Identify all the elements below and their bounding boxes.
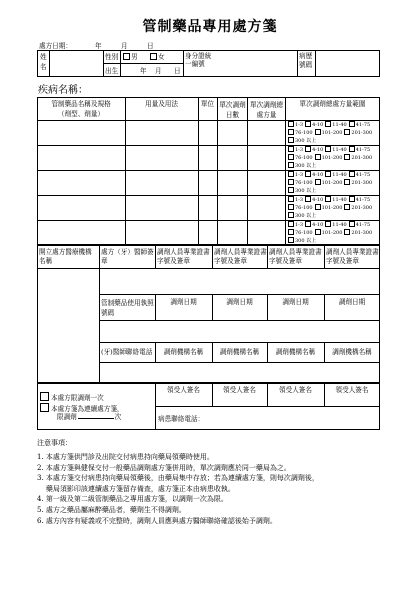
date-year: 年 bbox=[95, 42, 102, 50]
dose-range-option[interactable]: 4-10 bbox=[305, 147, 323, 153]
id-label: 身分證統一編號 bbox=[185, 52, 212, 68]
license-label: 管制藥品使用執照號碼 bbox=[101, 299, 154, 317]
birth-year: 年 bbox=[140, 67, 147, 75]
note-item: 3. 本處方箋交付病患持向藥局領藥後，由藥局集中存放；若為連續處方箋，則每次調劑後， bbox=[37, 474, 319, 483]
receiver-sign-1: 領受人簽名 bbox=[167, 386, 200, 394]
dose-range-options bbox=[288, 171, 374, 195]
dose-range-checkbox[interactable] bbox=[288, 204, 294, 210]
dose-range-option[interactable]: 76-100 bbox=[288, 130, 313, 136]
birth-day: 日 bbox=[174, 67, 181, 75]
dose-range-checkbox[interactable] bbox=[288, 179, 294, 185]
dose-range-option[interactable]: 4-10 bbox=[305, 122, 323, 128]
dose-range-checkbox[interactable] bbox=[349, 146, 355, 152]
dose-range-checkbox[interactable] bbox=[344, 204, 350, 210]
dose-range-option[interactable]: 101-200 bbox=[315, 130, 343, 136]
dose-range-checkbox[interactable] bbox=[305, 221, 311, 227]
col-unit: 單位 bbox=[200, 100, 215, 108]
dose-range-option[interactable]: 201-300 bbox=[344, 205, 372, 211]
limit-times: 限調劑 次 bbox=[57, 413, 122, 421]
continuous-option[interactable]: 本處方箋為連續處方箋， bbox=[40, 403, 124, 413]
dose-range-checkbox[interactable] bbox=[288, 221, 294, 227]
birth-month: 月 bbox=[155, 67, 162, 75]
dose-range-checkbox[interactable] bbox=[349, 121, 355, 127]
dose-range-checkbox[interactable] bbox=[288, 137, 294, 143]
date-month: 月 bbox=[121, 42, 128, 50]
dose-range-option[interactable]: 11-40 bbox=[325, 147, 346, 153]
notes-heading: 注意事項： bbox=[37, 439, 72, 447]
pharmacy-name-3: 調劑機構名稱 bbox=[275, 348, 316, 356]
limit-once-option[interactable]: 本處方限調劑一次 bbox=[40, 392, 104, 402]
dose-range-option[interactable]: 300 以上 bbox=[288, 238, 316, 244]
dose-range-option[interactable]: 1-3 bbox=[288, 122, 303, 128]
dose-range-option[interactable]: 11-40 bbox=[325, 197, 346, 203]
dose-range-checkbox[interactable] bbox=[349, 196, 355, 202]
dose-range-checkbox[interactable] bbox=[344, 154, 350, 160]
name-label-2: 名 bbox=[40, 63, 47, 71]
dose-range-option[interactable]: 101-200 bbox=[315, 180, 343, 186]
date-label: 處方日期： bbox=[39, 42, 72, 50]
dose-range-options bbox=[288, 221, 374, 245]
dispense-date-2: 調劑日期 bbox=[226, 298, 253, 306]
dose-range-option[interactable]: 41-75 bbox=[349, 197, 370, 203]
dose-range-option[interactable]: 41-75 bbox=[349, 222, 370, 228]
continuous-checkbox[interactable] bbox=[40, 403, 49, 412]
page-title: 管制藥品專用處方箋 bbox=[142, 19, 278, 35]
pharmacist-col-2: 調劑人員專業證書字號及簽章 bbox=[214, 248, 267, 265]
dose-range-option[interactable]: 201-300 bbox=[344, 130, 372, 136]
dose-range-option[interactable]: 1-3 bbox=[288, 147, 303, 153]
sex-label: 性別 bbox=[105, 53, 119, 61]
female-checkbox[interactable] bbox=[150, 53, 157, 60]
pharmacist-col-1: 調劑人員專業證書字號及簽章 bbox=[157, 248, 210, 265]
pharmacy-name-4: 調劑機構名稱 bbox=[332, 348, 372, 356]
dose-range-checkbox[interactable] bbox=[344, 229, 350, 235]
note-item: 1. 本處方箋供門診及出院交付病患持向藥局領藥時使用。 bbox=[37, 453, 214, 461]
phone-label: (牙)醫師聯絡電話 bbox=[101, 348, 153, 356]
dose-range-option[interactable]: 1-3 bbox=[288, 172, 303, 178]
pharmacy-name-2: 調劑機構名稱 bbox=[219, 348, 260, 356]
receiver-sign-4: 領受人簽名 bbox=[335, 386, 369, 394]
dose-range-option[interactable]: 4-10 bbox=[305, 222, 323, 228]
dose-range-option[interactable]: 4-10 bbox=[305, 172, 323, 178]
diagnosis-label: 疾病名稱： bbox=[38, 85, 88, 96]
dose-range-option[interactable]: 41-75 bbox=[349, 147, 370, 153]
note-item: 4. 第一級及第二級管制藥品之專用處方箋，以調劑一次為限。 bbox=[37, 495, 228, 504]
dose-range-checkbox[interactable] bbox=[325, 146, 331, 152]
physician-label: 處方（牙）醫師簽章 bbox=[101, 248, 154, 265]
dose-range-option[interactable]: 101-200 bbox=[315, 230, 343, 236]
dose-range-option[interactable]: 11-40 bbox=[325, 222, 346, 228]
dose-range-options bbox=[288, 121, 374, 145]
dose-range-option[interactable]: 201-300 bbox=[344, 155, 372, 161]
receiver-sign-3: 領受人簽名 bbox=[279, 386, 312, 394]
dose-range-checkbox[interactable] bbox=[325, 221, 331, 227]
col-drug-name-sub: （劑型、劑量） bbox=[57, 110, 105, 118]
dose-range-option[interactable]: 201-300 bbox=[344, 180, 372, 186]
dose-range-checkbox[interactable] bbox=[315, 229, 321, 235]
birth-label: 出生 bbox=[105, 67, 119, 75]
dose-range-checkbox[interactable] bbox=[288, 171, 294, 177]
dose-range-checkbox[interactable] bbox=[325, 171, 331, 177]
dose-range-option[interactable]: 1-3 bbox=[288, 222, 303, 228]
note-item: 5. 處方之藥品屬麻醉藥品者，藥劑生不得調劑。 bbox=[37, 505, 186, 514]
dose-range-checkbox[interactable] bbox=[288, 237, 294, 243]
note-item: 藥局須影印該連續處方箋留存備查，處方箋正本由病患收執。 bbox=[37, 484, 235, 493]
dose-range-checkbox[interactable] bbox=[288, 154, 294, 160]
pharmacist-col-3: 調劑人員專業證書字號及簽章 bbox=[269, 248, 322, 265]
dose-range-option[interactable]: 1-3 bbox=[288, 197, 303, 203]
dose-range-option[interactable]: 41-75 bbox=[349, 172, 370, 178]
dose-range-checkbox[interactable] bbox=[288, 229, 294, 235]
dose-range-checkbox[interactable] bbox=[288, 121, 294, 127]
dose-range-option[interactable]: 101-200 bbox=[315, 155, 343, 161]
dose-range-options bbox=[288, 146, 374, 170]
col-single-range: 單次調劑總處方量範圍 bbox=[299, 100, 366, 108]
dose-range-checkbox[interactable] bbox=[305, 196, 311, 202]
dose-range-checkbox[interactable] bbox=[315, 204, 321, 210]
record-label: 病歷號碼 bbox=[299, 52, 313, 69]
dose-range-checkbox[interactable] bbox=[344, 129, 350, 135]
male-option[interactable]: 男 bbox=[123, 53, 138, 61]
notes-list bbox=[37, 452, 319, 526]
dispense-date-3: 調劑日期 bbox=[282, 298, 309, 306]
receiver-sign-2: 領受人簽名 bbox=[223, 386, 256, 394]
note-item: 6. 處方內容有疑義或不完整時，調劑人員應與處方醫師聯絡確認後始予調劑。 bbox=[37, 516, 277, 525]
dose-range-checkbox[interactable] bbox=[315, 129, 321, 135]
dose-range-option[interactable]: 300 以上 bbox=[288, 188, 316, 194]
dose-range-options bbox=[288, 196, 374, 220]
dose-range-checkbox[interactable] bbox=[288, 146, 294, 152]
col-single-total: 單次調劑總處方量 bbox=[250, 101, 283, 119]
dose-range-checkbox[interactable] bbox=[288, 196, 294, 202]
note-item: 2. 本處方箋與健保交付一般藥品調劑處方箋併用時，單次調劑應於同一藥局為之。 bbox=[37, 463, 291, 472]
dose-range-option[interactable]: 4-10 bbox=[305, 197, 323, 203]
dose-range-option[interactable]: 76-100 bbox=[288, 180, 313, 186]
dose-range-checkbox[interactable] bbox=[325, 121, 331, 127]
dose-range-checkbox[interactable] bbox=[305, 146, 311, 152]
pharmacy-name-1: 調劑機構名稱 bbox=[163, 348, 204, 356]
dose-range-checkbox[interactable] bbox=[315, 179, 321, 185]
dose-range-checkbox[interactable] bbox=[305, 121, 311, 127]
limit-once-checkbox[interactable] bbox=[40, 392, 49, 401]
col-single-days: 單次調劑日數 bbox=[219, 101, 246, 119]
dose-range-checkbox[interactable] bbox=[325, 196, 331, 202]
dose-range-option[interactable]: 300 以上 bbox=[288, 138, 316, 144]
female-option[interactable]: 女 bbox=[150, 53, 165, 61]
dose-range-option[interactable]: 300 以上 bbox=[288, 163, 316, 169]
patient-phone-label: 病患聯絡電話： bbox=[158, 415, 205, 423]
dose-range-checkbox[interactable] bbox=[344, 179, 350, 185]
dose-range-option[interactable]: 76-100 bbox=[288, 230, 313, 236]
col-drug-name: 管制藥品名稱及規格 bbox=[51, 100, 111, 108]
dose-range-option[interactable]: 41-75 bbox=[349, 122, 370, 128]
dose-range-checkbox[interactable] bbox=[288, 187, 294, 193]
institution-label: 開立處方醫療機構名稱 bbox=[39, 248, 92, 265]
dose-range-checkbox[interactable] bbox=[315, 154, 321, 160]
dispense-date-1: 調劑日期 bbox=[170, 298, 197, 306]
dose-range-option[interactable]: 300 以上 bbox=[288, 213, 316, 219]
dose-range-option[interactable]: 11-40 bbox=[325, 172, 346, 178]
dose-range-option[interactable]: 11-40 bbox=[325, 122, 346, 128]
date-day: 日 bbox=[147, 42, 154, 50]
dispense-date-4: 調劑日期 bbox=[338, 298, 366, 306]
dose-range-checkbox[interactable] bbox=[349, 221, 355, 227]
dose-range-option[interactable]: 201-300 bbox=[344, 230, 372, 236]
dose-range-checkbox[interactable] bbox=[288, 129, 294, 135]
dose-range-option[interactable]: 101-200 bbox=[315, 205, 343, 211]
dose-range-option[interactable]: 76-100 bbox=[288, 205, 313, 211]
male-checkbox[interactable] bbox=[123, 53, 130, 60]
name-label-1: 姓 bbox=[40, 53, 47, 61]
dose-range-checkbox[interactable] bbox=[288, 212, 294, 218]
col-usage: 用量及用法 bbox=[145, 100, 178, 108]
pharmacist-col-4: 調劑人員專業證書字號及簽章 bbox=[326, 248, 379, 265]
dose-range-option[interactable]: 76-100 bbox=[288, 155, 313, 161]
dose-range-checkbox[interactable] bbox=[288, 162, 294, 168]
dose-range-checkbox[interactable] bbox=[305, 171, 311, 177]
dose-range-checkbox[interactable] bbox=[349, 171, 355, 177]
